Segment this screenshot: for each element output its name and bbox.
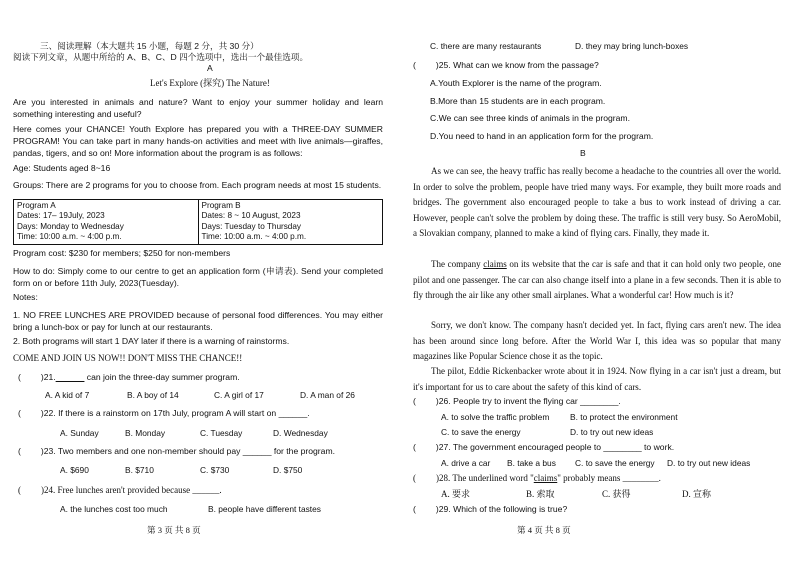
option-a[interactable]: A. $690	[60, 465, 89, 475]
option-a[interactable]: A. Sunday	[60, 428, 99, 438]
program-a-cell	[14, 200, 199, 245]
passage-b-paragraph-1: As we can see, the heavy traffic has really become a headache to the countries all over the world. In order to solve the problem, people have tried many ways. For example, they built more roads and bridges. The government also encouraged people to take a bus to work instead of driving a car. However, people can't solve the problem by doing these. The traffic is still very busy. So AeroMobil, a Slovakian company, planned to make a kind of flying cars. Finally, they made it.	[413, 166, 781, 239]
answer-paren-open: (	[413, 60, 416, 70]
answer-paren-open: (	[413, 442, 416, 452]
program-a-days: Days: Monday to Wednesday	[17, 221, 124, 231]
question-number: 21.	[43, 372, 56, 382]
question-text: " probably means ________.	[557, 473, 661, 483]
question-23	[18, 446, 335, 457]
option-d[interactable]: D.You need to hand in an application form for the program.	[430, 131, 654, 141]
answer-paren-open: (	[413, 473, 416, 483]
option-c[interactable]: C. to save the energy	[575, 458, 655, 468]
page-footer-3: 第 3 页 共 8 页	[147, 525, 201, 535]
note-2: 2. Both programs will start 1 DAY later if there is a warning of rainstorms.	[13, 336, 290, 346]
option-c[interactable]: C. $730	[200, 465, 230, 475]
passage-b-paragraph-4: The pilot, Eddie Rickenbacker wrote about it in 1924. Now flying in a car isn't just a dream, but it's important for us to care about the safety of this kind of cars.	[413, 366, 781, 392]
option-a[interactable]: A. to solve the traffic problem	[441, 412, 550, 422]
program-table	[13, 199, 383, 245]
option-b[interactable]: B. people have different tastes	[208, 504, 321, 514]
answer-paren-open: (	[18, 372, 21, 382]
question-25	[413, 60, 599, 71]
program-a-name: Program A	[17, 201, 56, 210]
answer-paren-close: )	[435, 396, 439, 406]
answer-paren-open: (	[18, 446, 21, 456]
option-d[interactable]: D. 宣称	[682, 489, 711, 499]
option-a[interactable]: A. the lunches cost too much	[60, 504, 168, 514]
table-row	[14, 200, 383, 245]
instruction: 阅读下列文章，从题中所给的 A、B、C、D 四个选项中，选出一个最佳选项。	[13, 52, 309, 62]
underlined-word: claims	[533, 473, 558, 483]
program-a-dates: Dates: 17– 19July, 2023	[17, 211, 105, 221]
option-b[interactable]: B. $710	[125, 465, 154, 475]
option-b[interactable]: B. 索取	[526, 489, 555, 499]
answer-paren-close: )	[41, 485, 44, 495]
text-span: The company	[431, 259, 484, 269]
question-text: 27. The government encouraged people to ________ to work.	[438, 442, 675, 452]
groups-line: Groups: There are 2 programs for you to choose from. Each program needs at most 15 students.	[13, 180, 382, 190]
answer-paren-close: )	[40, 446, 44, 456]
passage-label-b: B	[580, 148, 586, 158]
program-b-name: Program B	[201, 201, 241, 210]
answer-paren-open: (	[413, 504, 416, 514]
question-28	[413, 473, 661, 484]
passage-title: Let's Explore (探究) The Nature!	[150, 78, 270, 88]
answer-paren-close: )	[435, 60, 439, 70]
answer-paren-close: )	[435, 442, 439, 452]
question-text: can join the three-day summer program.	[84, 372, 240, 382]
passage-label-a: A	[207, 63, 213, 73]
program-b-dates: Dates: 8 ~ 10 August, 2023	[201, 211, 301, 221]
passage-b-paragraph-3: Sorry, we don't know. The company hasn't decided yet. In fact, flying cars aren't new. The idea has been around since long before. After the World War I, this idea was so popular that many magazines like Popular Science chose it as the topic.	[413, 320, 781, 362]
answer-paren-close: )	[436, 473, 439, 483]
option-a[interactable]: A. drive a car	[441, 458, 491, 468]
option-c[interactable]: C. 获得	[602, 489, 631, 499]
answer-paren-open: (	[18, 485, 21, 495]
question-26	[413, 396, 621, 407]
question-text: 25. What can we know from the passage?	[438, 60, 599, 70]
question-22	[18, 408, 310, 419]
question-text: 23. Two members and one non-member should pay ______ for the program.	[43, 446, 335, 456]
howto-paragraph: How to do: Simply come to our centre to get an application form (申请表). Send your completed form on or before 11th July, 2023(Tuesday).	[13, 266, 383, 288]
question-text: 26. People try to invent the flying car ________.	[438, 396, 621, 406]
option-c[interactable]: C. to save the energy	[441, 427, 521, 437]
question-29	[413, 504, 567, 515]
answer-blank: ______	[55, 372, 85, 382]
question-text: 22. If there is a rainstorm on 17th July, program A will start on ______.	[43, 408, 310, 418]
cost-line: Program cost: $230 for members; $250 for non-members	[13, 248, 231, 258]
answer-paren-close: )	[40, 372, 44, 382]
question-24	[18, 485, 222, 496]
answer-paren-open: (	[413, 396, 416, 406]
program-b-days: Days: Tuesday to Thursday	[201, 221, 302, 231]
option-d[interactable]: D. to try out new ideas	[570, 427, 654, 437]
underlined-word: claims	[483, 259, 507, 269]
right-page	[397, 0, 794, 564]
note-1: 1. NO FREE LUNCHES ARE PROVIDED because of personal food differences. You may either bring a lunch-box or pay for lunch at our restaurants.	[13, 310, 383, 332]
option-a[interactable]: A.Youth Explorer is the name of the program.	[430, 78, 602, 88]
question-27	[413, 442, 674, 453]
age-line: Age: Students aged 8~16	[13, 163, 111, 173]
program-b-time: Time: 10:00 a.m. ~ 4:00 p.m.	[201, 232, 307, 242]
answer-paren-close: )	[40, 408, 44, 418]
option-c[interactable]: C. there are many restaurants	[430, 41, 542, 51]
question-21	[18, 372, 240, 383]
page-footer-4: 第 4 页 共 8 页	[517, 525, 571, 535]
paragraph-intro: Are you interested in animals and nature? Want to enjoy your summer holiday and learn something interesting and useful?	[13, 97, 383, 119]
option-b[interactable]: B. Monday	[125, 428, 166, 438]
answer-paren-close: )	[435, 504, 439, 514]
option-a[interactable]: A. 要求	[441, 489, 470, 499]
option-c[interactable]: C. Tuesday	[200, 428, 243, 438]
option-a[interactable]: A. A kid of 7	[45, 390, 90, 400]
option-d[interactable]: D. $750	[273, 465, 303, 475]
option-c[interactable]: C. A girl of 17	[214, 390, 264, 400]
option-d[interactable]: D. to try out new ideas	[667, 458, 751, 468]
join-line: COME AND JOIN US NOW!! DON'T MISS THE CHANCE!!	[13, 353, 243, 363]
option-c[interactable]: C.We can see three kinds of animals in the program.	[430, 113, 630, 123]
option-b[interactable]: B. to protect the environment	[570, 412, 678, 422]
option-b[interactable]: B. A boy of 14	[127, 390, 179, 400]
question-text: 29. Which of the following is true?	[438, 504, 568, 514]
option-d[interactable]: D. they may bring lunch-boxes	[575, 41, 689, 51]
question-text: 24. Free lunches aren't provided because ______.	[44, 485, 222, 495]
answer-paren-open: (	[18, 408, 21, 418]
notes-heading: Notes:	[13, 292, 38, 302]
option-d[interactable]: D. Wednesday	[273, 428, 328, 438]
section-heading: 三、阅读理解（本大题共 15 小题，每题 2 分，共 30 分）	[40, 41, 259, 51]
program-a-time: Time: 10:00 a.m. ~ 4:00 p.m.	[17, 232, 122, 242]
text-span: on its website that the car is safe and that it can hold only two people, one pilot and one passenger. The car can also change itself into a plane in a few seconds. Then it is able to fly through the air like any other small airplanes. What a wonderful car! How much is it?	[413, 259, 781, 301]
option-d[interactable]: D. A man of 26	[300, 390, 355, 400]
question-text: 28. The underlined word "	[439, 473, 534, 483]
passage-b-paragraph-2	[413, 257, 781, 304]
paragraph-chance: Here comes your CHANCE! Youth Explore has prepared you with a THREE-DAY SUMMER PROGRAM! You can take part in many hands-on activities and meet with live animals—giraffes, pandas, tigers, and so on! More information about the program is as follows:	[13, 124, 383, 158]
option-b[interactable]: B.More than 15 students are in each program.	[430, 96, 606, 106]
program-b-cell	[198, 200, 383, 245]
option-b[interactable]: B. take a bus	[507, 458, 556, 468]
